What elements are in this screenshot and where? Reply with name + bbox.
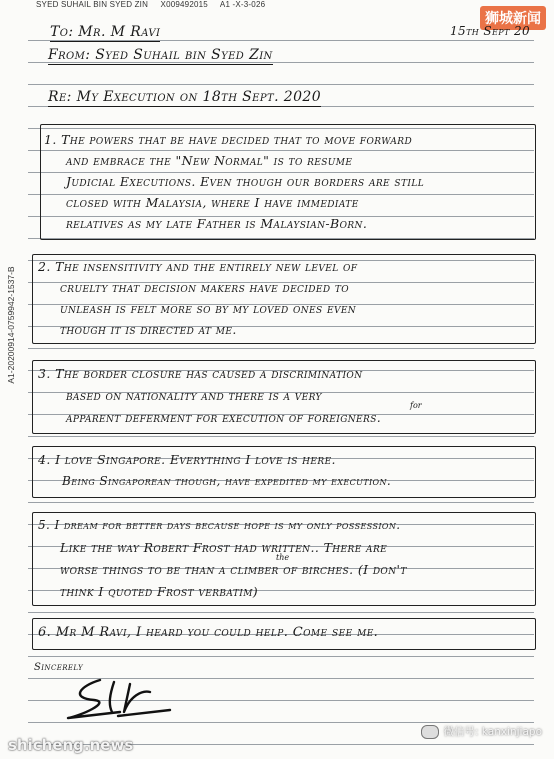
paragraph-2-line: cruelty that decision makers have decided to — [60, 280, 350, 295]
ruled-line — [28, 84, 534, 85]
paragraph-3-line: based on nationality and there is a very — [66, 388, 322, 403]
paragraph-1-line: Judicial Executions. Even though our borders are still — [66, 174, 425, 189]
inserted-word: the — [276, 553, 290, 562]
ruled-line — [28, 656, 534, 657]
paragraph-4-line: Being Singaporean though, have expedited my execution. — [62, 474, 392, 488]
wechat-id: 微信号: kanxinjiapo — [443, 726, 542, 738]
paragraph-2-line: 2. The insensitivity and the entirely new level of — [38, 259, 358, 274]
paragraph-1-line: closed with Malaysia, where I have immediate — [66, 195, 359, 210]
signature-icon — [60, 672, 180, 724]
ruled-line — [28, 502, 534, 503]
watermark-logo: 狮城新闻 — [480, 6, 546, 30]
footer-site-watermark: shicheng.news — [8, 736, 134, 754]
paragraph-1-line: relatives as my late Father is Malaysian-Born. — [66, 216, 368, 231]
paragraph-2-line: though it is directed at me. — [60, 322, 237, 337]
ruled-line — [28, 436, 534, 437]
paragraph-2-line: unleash is felt more so by my loved ones even — [60, 301, 357, 316]
header-inmate-name: SYED SUHAIL BIN SYED ZIN — [36, 0, 149, 9]
paragraph-3-line: apparent deferment for execution of foreigners. — [66, 410, 382, 425]
document-header-strip — [36, 0, 275, 9]
paragraph-3-line: 3. The border closure has caused a discrimination — [38, 366, 363, 381]
letter-subject: Re: My Execution on 18th Sept. 2020 — [48, 89, 322, 105]
ruled-line — [28, 348, 534, 349]
paragraph-4-line: 4. I love Singapore. Everything I love is here. — [38, 452, 336, 467]
side-stamp: A1-20200914-0759942-1537-B — [6, 266, 16, 384]
paragraph-5-line: think I quoted Frost verbatim) — [60, 584, 259, 599]
ruled-line — [28, 612, 534, 613]
paragraph-5-line: 5. I dream for better days because hope is my only possession. — [38, 518, 401, 532]
letter-date: 15th Sept 20 — [450, 24, 531, 38]
wechat-icon — [421, 725, 439, 739]
letter-to: To: Mr. M Ravi — [50, 24, 161, 40]
header-reference: A1 -X-3-026 — [219, 0, 266, 9]
header-case-number: X009492015 — [160, 0, 208, 9]
paragraph-1-line: 1. The powers that be have decided that to move forward — [44, 132, 413, 147]
inserted-word: for — [410, 401, 422, 410]
wechat-watermark — [421, 724, 542, 739]
paragraph-5-line: worse things to be than a climber of birches. (I don't — [60, 562, 407, 577]
paragraph-6-line: 6. Mr M Ravi, I heard you could help. Come see me. — [38, 625, 379, 640]
paragraph-1-line: and embrace the "New Normal" is to resume — [66, 153, 353, 168]
letter-from: From: Syed Suhail bin Syed Zin — [48, 47, 273, 63]
paragraph-5-line: Like the way Robert Frost had written.. There are — [60, 540, 388, 555]
closing-sincerely: Sincerely — [34, 662, 84, 673]
